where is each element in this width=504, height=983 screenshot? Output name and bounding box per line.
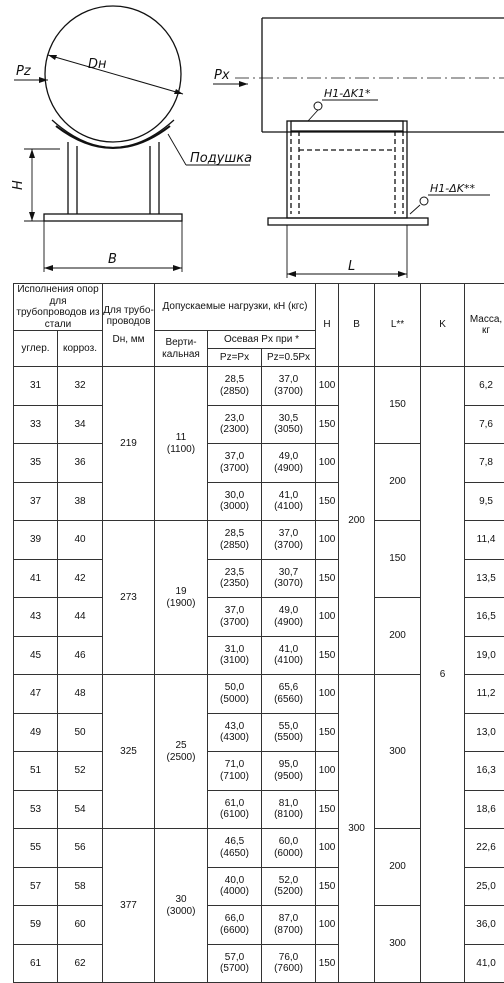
axial-load-pz-px-cell: 61,0 (6100) <box>208 790 262 829</box>
axial-load-pz-px-cell: 40,0 (4000) <box>208 867 262 906</box>
axial-load-pz-half-cell: 81,0 (8100) <box>262 790 316 829</box>
l-cell: 150 <box>375 521 421 598</box>
carbon-variant-cell: 61 <box>14 944 58 983</box>
axial-header: Осевая Px при * <box>208 331 316 349</box>
axial-load-pz-half-cell: 49,0 (4900) <box>262 598 316 637</box>
mass-cell: 11,2 <box>465 675 504 714</box>
axial-load-pz-half-cell: 87,0 (8700) <box>262 906 316 945</box>
b-header: B <box>339 284 375 367</box>
corrosion-variant-cell: 48 <box>58 675 103 714</box>
axial-load-pz-px-cell: 23,0 (2300) <box>208 405 262 444</box>
axial-load-pz-half-cell: 30,7 (3070) <box>262 559 316 598</box>
h-cell: 150 <box>316 405 339 444</box>
axial-load-pz-px-cell: 50,0 (5000) <box>208 675 262 714</box>
axial-load-pz-px-cell: 28,5 (2850) <box>208 521 262 560</box>
h-cell: 100 <box>316 829 339 868</box>
mass-cell: 13,0 <box>465 713 504 752</box>
corrosion-variant-cell: 50 <box>58 713 103 752</box>
mass-cell: 9,5 <box>465 482 504 521</box>
l-cell: 200 <box>375 829 421 906</box>
mass-cell: 11,4 <box>465 521 504 560</box>
h-cell: 150 <box>316 636 339 675</box>
axial-load-pz-px-cell: 28,5 (2850) <box>208 367 262 406</box>
axial-load-pz-half-cell: 55,0 (5500) <box>262 713 316 752</box>
h-cell: 150 <box>316 790 339 829</box>
h-cell: 100 <box>316 598 339 637</box>
axial-load-pz-half-cell: 52,0 (5200) <box>262 867 316 906</box>
dn-cell: 325 <box>103 675 155 829</box>
mass-cell: 6,2 <box>465 367 504 406</box>
dn-label: Dн <box>88 57 107 72</box>
vertical-load-cell: 30 (3000) <box>155 829 208 983</box>
b-cell: 300 <box>339 675 375 983</box>
pz-label: Pz <box>16 64 32 79</box>
h-header: H <box>316 284 339 367</box>
k-header: K <box>421 284 465 367</box>
axial-load-pz-half-cell: 95,0 (9500) <box>262 752 316 791</box>
axial-load-pz-half-cell: 41,0 (4100) <box>262 482 316 521</box>
l-cell: 300 <box>375 906 421 983</box>
axial-load-pz-half-cell: 65,6 (6560) <box>262 675 316 714</box>
mass-cell: 7,6 <box>465 405 504 444</box>
b-cell: 200 <box>339 367 375 675</box>
h-cell: 100 <box>316 521 339 560</box>
mass-cell: 36,0 <box>465 906 504 945</box>
axial-load-pz-px-cell: 30,0 (3000) <box>208 482 262 521</box>
l-label: L <box>348 259 355 274</box>
carbon-variant-cell: 59 <box>14 906 58 945</box>
axial-load-pz-px-cell: 43,0 (4300) <box>208 713 262 752</box>
corrosion-variant-cell: 52 <box>58 752 103 791</box>
h-cell: 150 <box>316 944 339 983</box>
mass-cell: 19,0 <box>465 636 504 675</box>
h-cell: 100 <box>316 444 339 483</box>
pipe-header: Для трубо-проводов Dн, мм <box>103 284 155 367</box>
loads-table <box>13 283 504 983</box>
dn-cell: 377 <box>103 829 155 983</box>
mass-cell: 7,8 <box>465 444 504 483</box>
axial-load-pz-half-cell: 41,0 (4100) <box>262 636 316 675</box>
axial-load-pz-half-cell: 37,0 (3700) <box>262 367 316 406</box>
carbon-variant-cell: 57 <box>14 867 58 906</box>
corrosion-variant-cell: 34 <box>58 405 103 444</box>
h-cell: 100 <box>316 675 339 714</box>
k-cell: 6 <box>421 367 465 983</box>
mass-header: Масса, кг <box>465 284 504 367</box>
carbon-variant-cell: 35 <box>14 444 58 483</box>
mass-cell: 13,5 <box>465 559 504 598</box>
dn-cell: 219 <box>103 367 155 521</box>
corrosion-variant-cell: 32 <box>58 367 103 406</box>
corrosion-variant-cell: 42 <box>58 559 103 598</box>
h1-k1-label: H1-ΔK1* <box>324 87 371 100</box>
carbon-variant-cell: 53 <box>14 790 58 829</box>
pad-label: Подушка <box>190 151 252 166</box>
carbon-variant-cell: 39 <box>14 521 58 560</box>
axial-load-pz-half-cell: 49,0 (4900) <box>262 444 316 483</box>
axial-load-pz-px-cell: 57,0 (5700) <box>208 944 262 983</box>
axial-load-pz-px-cell: 37,0 (3700) <box>208 444 262 483</box>
carbon-variant-cell: 41 <box>14 559 58 598</box>
b-label: B <box>108 252 117 267</box>
carbon-variant-cell: 55 <box>14 829 58 868</box>
carbon-variant-cell: 51 <box>14 752 58 791</box>
h-cell: 150 <box>316 482 339 521</box>
pz-px-header: Pz=Px <box>208 349 262 367</box>
corrosion-variant-cell: 54 <box>58 790 103 829</box>
support-drawing <box>0 0 504 282</box>
dn-cell: 273 <box>103 521 155 675</box>
carbon-variant-cell: 43 <box>14 598 58 637</box>
h-cell: 100 <box>316 367 339 406</box>
l-cell: 200 <box>375 598 421 675</box>
l-header: L** <box>375 284 421 367</box>
mass-cell: 25,0 <box>465 867 504 906</box>
axial-load-pz-half-cell: 37,0 (3700) <box>262 521 316 560</box>
axial-load-pz-px-cell: 46,5 (4650) <box>208 829 262 868</box>
axial-load-pz-px-cell: 31,0 (3100) <box>208 636 262 675</box>
carbon-header: углер. <box>14 331 58 367</box>
loads-header: Допускаемые нагрузки, кН (кгс) <box>155 284 316 331</box>
px-label: Px <box>214 68 230 83</box>
h-cell: 100 <box>316 752 339 791</box>
carbon-variant-cell: 31 <box>14 367 58 406</box>
mass-cell: 22,6 <box>465 829 504 868</box>
diameter-line <box>48 55 183 94</box>
h-cell: 150 <box>316 713 339 752</box>
l-cell: 150 <box>375 367 421 444</box>
carbon-variant-cell: 47 <box>14 675 58 714</box>
h-cell: 100 <box>316 906 339 945</box>
axial-load-pz-px-cell: 23,5 (2350) <box>208 559 262 598</box>
mass-cell: 16,5 <box>465 598 504 637</box>
axial-load-pz-px-cell: 66,0 (6600) <box>208 906 262 945</box>
carbon-variant-cell: 37 <box>14 482 58 521</box>
side-view <box>213 18 504 278</box>
carbon-variant-cell: 33 <box>14 405 58 444</box>
corrosion-variant-cell: 56 <box>58 829 103 868</box>
mass-cell: 16,3 <box>465 752 504 791</box>
axial-load-pz-px-cell: 37,0 (3700) <box>208 598 262 637</box>
corrosion-variant-cell: 60 <box>58 906 103 945</box>
carbon-variant-cell: 49 <box>14 713 58 752</box>
l-cell: 300 <box>375 675 421 829</box>
vertical-header: Верти-кальная <box>155 331 208 367</box>
mass-cell: 41,0 <box>465 944 504 983</box>
axial-load-pz-px-cell: 71,0 (7100) <box>208 752 262 791</box>
carbon-variant-cell: 45 <box>14 636 58 675</box>
table-row <box>14 367 504 406</box>
corrosion-variant-cell: 38 <box>58 482 103 521</box>
vertical-load-cell: 11 (1100) <box>155 367 208 521</box>
axial-load-pz-half-cell: 60,0 (6000) <box>262 829 316 868</box>
front-view <box>14 6 250 272</box>
axial-load-pz-half-cell: 30,5 (3050) <box>262 405 316 444</box>
axial-load-pz-half-cell: 76,0 (7600) <box>262 944 316 983</box>
vertical-load-cell: 25 (2500) <box>155 675 208 829</box>
support-frame <box>287 121 407 218</box>
h1-k-label: H1-ΔK** <box>430 182 475 195</box>
base-plate <box>44 214 182 221</box>
corrosion-variant-cell: 44 <box>58 598 103 637</box>
corrosion-header: корроз. <box>58 331 103 367</box>
vertical-load-cell: 19 (1900) <box>155 521 208 675</box>
h-cell: 150 <box>316 867 339 906</box>
variants-header: Исполнения опор для трубопроводов из стали <box>14 284 103 331</box>
h-cell: 150 <box>316 559 339 598</box>
corrosion-variant-cell: 62 <box>58 944 103 983</box>
corrosion-variant-cell: 36 <box>58 444 103 483</box>
corrosion-variant-cell: 58 <box>58 867 103 906</box>
corrosion-variant-cell: 46 <box>58 636 103 675</box>
corrosion-variant-cell: 40 <box>58 521 103 560</box>
l-cell: 200 <box>375 444 421 521</box>
mass-cell: 18,6 <box>465 790 504 829</box>
h-label: H <box>11 180 26 190</box>
pz-half-header: Pz=0.5Px <box>262 349 316 367</box>
